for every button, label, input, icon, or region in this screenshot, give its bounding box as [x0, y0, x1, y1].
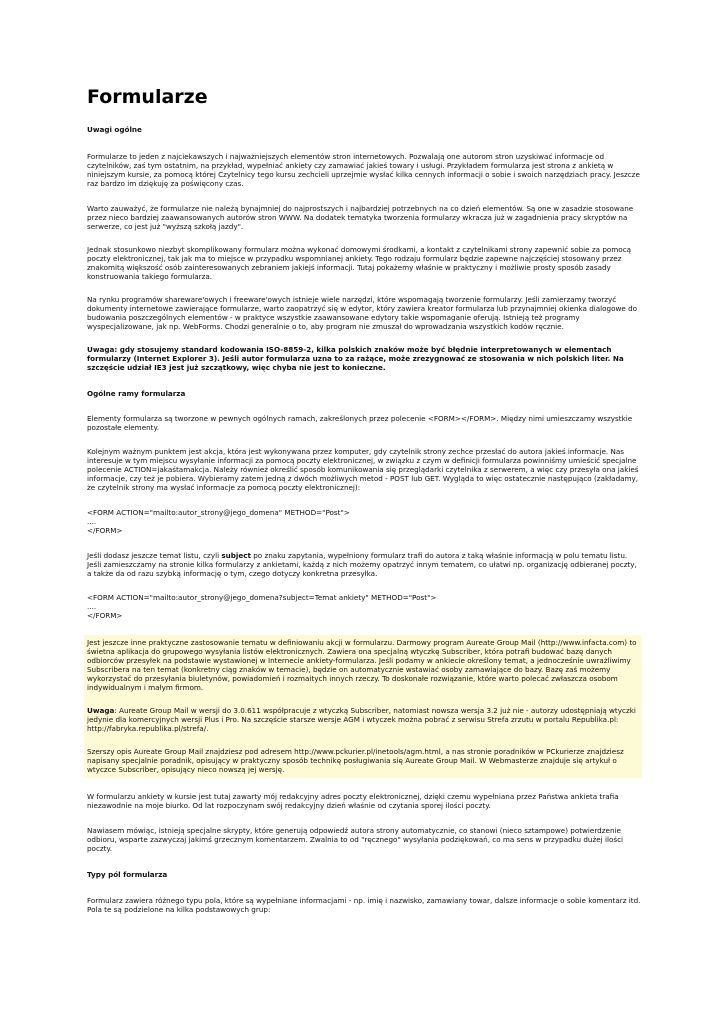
- highlight-box: [84, 635, 642, 778]
- note-label: Uwaga: [87, 706, 115, 715]
- paragraph: W formularzu ankiety w kursie jest tutaj zawarty mój redakcyjny adres poczty elektronicznej, dzięki czemu wypełniana przez Państwa ankieta trafia niezawodnie na moje biurko. Od lat rozpoczynam swój redakcyjny dzień właśnie od czytania sporej ilości poczty.: [87, 792, 619, 810]
- paragraph: Jest jeszcze inne praktyczne zastosowanie tematu w definiowaniu akcji w formularzu. Darmowy program Aureate Group Mail (http://www.infacta.com) to świetna aplikacja do grupowego wysyłania listów elektronicznych. Zawiera ona specjalną wtyczkę Subscriber, która potrafi budować bazę danych odbiorców przesyłek na podstawie wystawionej w Internecie ankiety-formularza. Jeśli podamy w ankiecie określony temat, a jednocześnie uwrażliwimy Subscribera na ten temat (konkretny ciąg znaków w temacie), będzie on automatycznie wstawiać osoby zamawiające do bazy. Bazę zaś możemy wykorzystać do przesyłania biuletynów, powiadomień i rozmaitych innych rzeczy. To doskonałe rozwiązanie, które warto polecać zwłaszcza osobom indywidualnym i małym firmom.: [87, 638, 637, 692]
- paragraph: Nawiasem mówiąc, istnieją specjalne skrypty, które generują odpowiedź autora strony automatycznie, co stanowi (nieco sztampowe) potwierdzenie odbioru, wsparte zazwyczaj jakimś grzecznym komentarzem. Zwalnia to od "ręcznego" wysyłania podziękowań, co ma sens w przypadku dużej ilości poczty.: [87, 826, 624, 853]
- warning-note: Uwaga: gdy stosujemy standard kodowania ISO-8859-2, kilka polskich znaków może być błędnie interpretowanych w elementach formularzy (Internet Explorer 3). Jeśli autor formularza uzna to za rażące, może zrezygnować ze stosowania w nich polskich liter. Na szczęście udział IE3 jest już szczątkowy, więc chyba nie jest to konieczne.: [87, 345, 624, 372]
- paragraph: [87, 706, 639, 733]
- paragraph: Formularz zawiera różnego typu pola, które są wypełniane informacjami - np. imię i nazwisko, zamawiany towar, dalsze informacje o sobie komentarz itd. Pola te są podzielone na kilka podstawowych grup:: [87, 896, 641, 914]
- paragraph: Elementy formularza są tworzone w pewnych ogólnych ramach, zakreślonych przez polecenie <FORM></FORM>. Między nimi umieszczamy wszystkie pozostałe elementy.: [87, 414, 633, 432]
- code-block: <FORM ACTION="mailto:autor_strony@jego_domena?subject=Temat ankiety" METHOD="Post"> .... </FORM>: [87, 593, 437, 620]
- paragraph: Kolejnym ważnym punktem jest akcja, która jest wykonywana przez komputer, gdy czytelnik strony zechce przesłać do autora jakieś informacje. Nas interesuje w tym miejscu wysyłanie informacji za pomocą poczty elektronicznej, w związku z czym w definicji formularza powinniśmy umieścić specjalne polecenie ACTION=jakaśtamakcja. Należy również określić sposób komunikowania się przeglądarki czytelnika z serwerem, a więc czy przesyła ona jakieś informacje, czy też je pobiera. Wybieramy zatem jedną z dwóch możliwych metod - POST lub GET. Wygląda to więc ostatecznie następująco (zakładamy, że czytelnik strony ma wysłać informacje za pomocą poczty elektronicznej):: [87, 447, 639, 492]
- code-block: <FORM ACTION="mailto:autor_strony@jego_domena" METHOD="Post"> .... </FORM>: [87, 508, 350, 535]
- heading-uwagi: Uwagi ogólne: [87, 125, 142, 134]
- heading-ramy: Ogólne ramy formularza: [87, 389, 186, 398]
- text-span: Jeśli dodasz jeszcze temat listu, czyli: [87, 551, 222, 560]
- text-span: : Aureate Group Mail w wersji do 3.0.611 współpracuje z wtyczką Subscriber, natomiast nowsza wersja 3.2 już nie - autorzy udostępniają wtyczki jedynie dla komercyjnych wersji Plus i Pro. Na szczęście starsze wersje AGM i wtyczek można pobrać z serwisu Strefa zrzutu w portalu Republika.pl: http://fabryka.republika.pl/strefa/.: [87, 706, 636, 733]
- paragraph: Warto zauważyć, że formularze nie należą bynajmniej do najprostszych i najbardziej potrzebnych na co dzień elementów. Są one w zasadzie stosowane przez nieco bardziej zaawansowanych autorów stron WWW. Na dodatek tematyka tworzenia formularzy wkracza już w zagadnienia pracy skryptów na serwerze, co jest już "wyższą szkołą jazdy".: [87, 204, 634, 231]
- paragraph: [87, 551, 642, 578]
- heading-typy: Typy pól formularza: [87, 870, 168, 879]
- keyword-subject: subject: [221, 551, 251, 560]
- paragraph: Jednak stosunkowo niezbyt skomplikowany formularz można wykonać domowymi środkami, a kontakt z czytelnikami strony zapewnić sobie za pomocą poczty elektronicznej, tak jak ma to miejsce w przypadku wspomnianej ankiety. Tego rodzaju formularz będzie zapewne najczęściej stosowany przez znakomitą większość osób zainteresowanych zebraniem jakiejś informacji. Tutaj pokażemy właśnie w praktyczny i możliwie prosty sposób zasady konstruowania takiego formularza.: [87, 245, 632, 281]
- paragraph: Szerszy opis Aureate Group Mail znajdziesz pod adresem http://www.pckurier.pl/inetools/agm.html, a nas stronie poradników w PCkurierze znajdziesz napisany specjalnie poradnik, opisujący w praktyczny sposób technikę posługiwania się Aureate Group Mail. W Webmasterze znajduje się artykuł o wtyczce Subscriber, opisujący nieco nowszą jej wersję.: [87, 747, 624, 774]
- text-span: po znaku zapytania, wypełniony formularz trafi do autora z taką właśnie informacją w polu tematu listu. Jeśli zamieszczamy na stronie kilka formularzy z ankietami, każdą z nich możemy opatrzyć innym tematem, co ułatwi np. organizację odbieranej poczty, a także da od razu szybką informację o tym, czego dotyczy konkretna przesyłka.: [87, 551, 637, 578]
- paragraph: Na rynku programów shareware'owych i freeware'owych istnieje wiele narzędzi, które wspomagają tworzenie formularzy. Jeśli zamierzamy tworzyć dokumenty internetowe zawierające formularze, warto zaopatrzyć się w edytor, który zawiera kreator formularza lub przynajmniej okienka dialogowe do budowania poszczególnych elementów - w praktyce wszystkie zaawansowane edytory takie wspomaganie oferują. Istnieją też programy wyspecjalizowane, jak np. WebForms. Chodzi generalnie o to, aby program nie zmuszał do wprowadzania wszystkich kodów ręcznie.: [87, 295, 638, 331]
- paragraph: Formularze to jeden z najciekawszych i najważniejszych elementów stron internetowych. Pozwalają one autorom stron uzyskiwać informacje od czytelników, zaś tym ostatnim, na przykład, wypełniać ankiety czy zamawiać jakieś towary i usługi. Przykładem formularza jest strona z ankietą w niniejszym kursie, za pomocą której Czytelnicy tego kursu zechcieli uprzejmie wysłać kilka cennych informacji o sobie i swoich narzędziach pracy. Jeszcze raz bardzo im dziękuję za poświęcony czas.: [87, 152, 640, 188]
- page-title: Formularze: [87, 86, 208, 108]
